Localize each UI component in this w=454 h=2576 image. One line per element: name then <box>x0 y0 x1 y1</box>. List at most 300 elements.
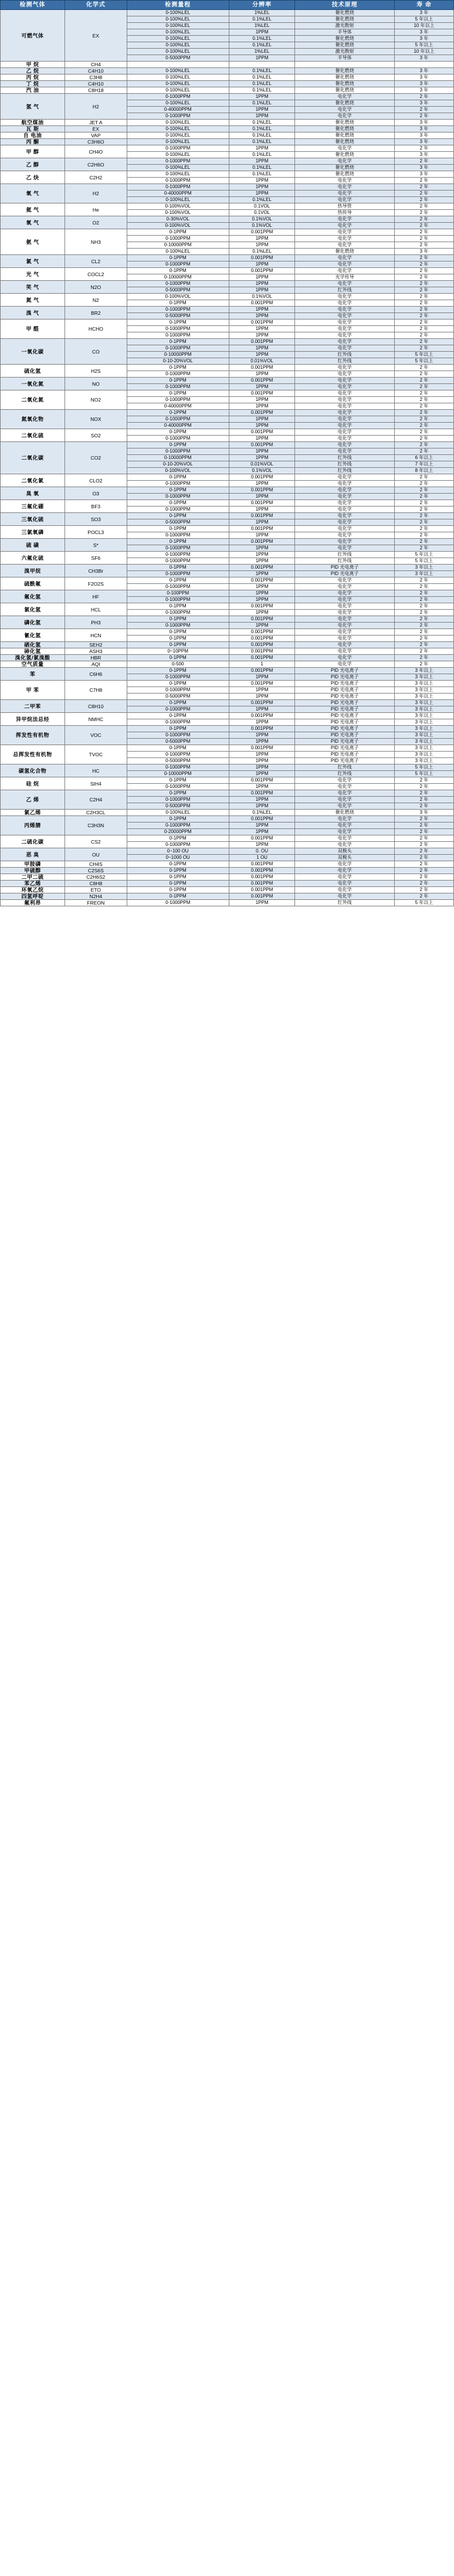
cell-chemical-formula: CH4O <box>65 145 127 158</box>
cell-gas-name: 挥发性有机物 <box>1 726 65 745</box>
cell-resolution: 1PPM <box>229 191 294 197</box>
cell-resolution: 1PPM <box>229 307 294 313</box>
cell-chemical-formula: H2S <box>65 365 127 378</box>
cell-life: 2 年 <box>395 874 454 881</box>
table-row <box>1 835 454 842</box>
cell-resolution: 1PPM <box>229 158 294 165</box>
table-row <box>1 145 454 152</box>
cell-chemical-formula: HCHO <box>65 320 127 339</box>
cell-chemical-formula: C2S6S <box>65 868 127 874</box>
cell-detection-range: 0-1000PPM <box>127 674 229 681</box>
cell-resolution: 1PPM <box>229 558 294 565</box>
cell-gas-name: 氯乙烯 <box>1 810 65 816</box>
cell-life: 2 年 <box>395 261 454 268</box>
cell-life: 5 年以上 <box>395 16 454 23</box>
cell-gas-name: 二氧化硫 <box>1 429 65 442</box>
cell-resolution: 0.1%LEL <box>229 68 294 74</box>
cell-resolution: 0.001PPM <box>229 390 294 397</box>
table-header-row <box>1 1 454 10</box>
cell-resolution: 1PPM <box>229 352 294 358</box>
cell-gas-name: 总挥发性有机物 <box>1 745 65 764</box>
cell-chemical-formula: JET A <box>65 120 127 126</box>
cell-resolution: 0.001PPM <box>229 378 294 384</box>
cell-resolution: 0.1%LEL <box>229 126 294 132</box>
cell-detection-range: 0-100%LEL <box>127 10 229 16</box>
cell-resolution: 0.001PPM <box>229 255 294 261</box>
cell-life: 2 年 <box>395 648 454 655</box>
cell-life: 2 年 <box>395 384 454 390</box>
cell-resolution: 1PPM <box>229 764 294 771</box>
cell-technology: 电化学 <box>295 197 395 203</box>
table-row <box>1 126 454 132</box>
cell-detection-range: 0-1PPM <box>127 635 229 642</box>
cell-detection-range: 0-1000PPM <box>127 623 229 629</box>
cell-life: 3 年以上 <box>395 732 454 739</box>
cell-chemical-formula: PH3 <box>65 616 127 629</box>
table-row <box>1 603 454 610</box>
gas-sensor-spec-table-page <box>0 0 454 906</box>
cell-life: 2 年 <box>395 481 454 487</box>
cell-life: 3 年以上 <box>395 674 454 681</box>
cell-detection-range: 0-1PPM <box>127 603 229 610</box>
cell-life: 2 年 <box>395 229 454 236</box>
cell-detection-range: 0-1PPM <box>127 616 229 623</box>
cell-life: 2 年 <box>395 848 454 855</box>
cell-life: 3 年以上 <box>395 668 454 674</box>
cell-technology: 红外线 <box>295 468 395 474</box>
cell-technology: 红外线 <box>295 287 395 294</box>
cell-resolution: 1PPM <box>229 384 294 390</box>
cell-life: 2 年 <box>395 803 454 810</box>
cell-chemical-formula: SF6 <box>65 552 127 565</box>
cell-resolution: 0.1%LEL <box>229 100 294 107</box>
cell-gas-name: 硒化氢 <box>1 642 65 648</box>
cell-resolution: 0.001PPM <box>229 887 294 893</box>
cell-technology: 电化学 <box>295 577 395 584</box>
table-row <box>1 255 454 261</box>
cell-detection-range: 0-1PPM <box>127 229 229 236</box>
cell-detection-range: 0-100%LEL <box>127 197 229 203</box>
cell-technology: 电化学 <box>295 494 395 500</box>
cell-detection-range: 0-1000PPM <box>127 384 229 390</box>
cell-detection-range: 0-1PPM <box>127 442 229 448</box>
cell-resolution: 0.001PPM <box>229 229 294 236</box>
cell-technology: 催化燃烧 <box>295 10 395 16</box>
cell-chemical-formula: SIH4 <box>65 777 127 790</box>
column-header-resolution: 分辨率 <box>229 1 294 10</box>
cell-chemical-formula: VAP <box>65 132 127 139</box>
table-row <box>1 139 454 145</box>
cell-detection-range: 0-1PPM <box>127 726 229 732</box>
cell-technology: 电化学 <box>295 842 395 848</box>
cell-resolution: 1PPM <box>229 732 294 739</box>
cell-detection-range: 0-5000PPM <box>127 55 229 62</box>
cell-chemical-formula: C2H4 <box>65 790 127 810</box>
table-row <box>1 881 454 887</box>
cell-detection-range: 0-1PPM <box>127 700 229 706</box>
table-row <box>1 378 454 384</box>
cell-technology: 电化学 <box>295 519 395 526</box>
cell-detection-range: 0-1PPM <box>127 874 229 881</box>
cell-resolution: 1PPM <box>229 694 294 700</box>
table-row <box>1 790 454 797</box>
cell-technology: 电化学 <box>295 642 395 648</box>
cell-technology: 电化学 <box>295 442 395 448</box>
cell-resolution: 1PPM <box>229 784 294 790</box>
cell-detection-range: 0-1000PPM <box>127 719 229 726</box>
cell-chemical-formula: CH4S <box>65 861 127 868</box>
cell-life: 5 年以上 <box>395 552 454 558</box>
cell-chemical-formula: EX <box>65 10 127 62</box>
cell-resolution: 1PPM <box>229 842 294 848</box>
cell-detection-range: 0-100%LEL <box>127 120 229 126</box>
cell-detection-range: 0-100%VOL <box>127 210 229 216</box>
cell-resolution: 1PPM <box>229 610 294 616</box>
cell-chemical-formula: C8H10 <box>65 700 127 713</box>
cell-gas-name: 氯 气 <box>1 255 65 268</box>
cell-life: 2 年 <box>395 371 454 378</box>
cell-life: 2 年 <box>395 307 454 313</box>
table-row <box>1 655 454 661</box>
cell-detection-range: 0-1PPM <box>127 526 229 532</box>
table-row <box>1 648 454 655</box>
cell-resolution: 1%LEL <box>229 10 294 16</box>
cell-technology: 红外线 <box>295 352 395 358</box>
cell-resolution: 1PPM <box>229 455 294 461</box>
cell-detection-range: 0-100PPM <box>127 590 229 597</box>
cell-resolution: 0.001PPM <box>229 410 294 416</box>
cell-detection-range: 0-1PPM <box>127 565 229 571</box>
cell-chemical-formula: TVOC <box>65 745 127 764</box>
cell-chemical-formula: CO2 <box>65 442 127 474</box>
cell-detection-range: 0-100%LEL <box>127 49 229 55</box>
cell-chemical-formula: C3H6O <box>65 139 127 145</box>
cell-technology: 电化学 <box>295 229 395 236</box>
cell-life: 3 年 <box>395 55 454 62</box>
cell-technology: 电化学 <box>295 178 395 184</box>
cell-detection-range: 0-1000PPM <box>127 706 229 713</box>
cell-chemical-formula: OU <box>65 848 127 861</box>
cell-detection-range: 0-1000PPM <box>127 184 229 191</box>
cell-technology: 电化学 <box>295 416 395 423</box>
cell-gas-name: 乙 烯 <box>1 790 65 810</box>
cell-detection-range: 0-100%VOL <box>127 203 229 210</box>
table-row <box>1 848 454 855</box>
cell-technology: 电化学 <box>295 255 395 261</box>
cell-life: 3 年 <box>395 139 454 145</box>
cell-chemical-formula: BF3 <box>65 500 127 513</box>
cell-technology: 红外线 <box>295 455 395 461</box>
table-row <box>1 642 454 648</box>
cell-detection-range: 0-1000PPM <box>127 145 229 152</box>
cell-detection-range: 0-100%LEL <box>127 152 229 158</box>
column-header-technology: 技术原理 <box>295 1 395 10</box>
cell-detection-range: 0-1PPM <box>127 713 229 719</box>
cell-technology: PID 光电离子 <box>295 726 395 732</box>
cell-resolution: 0.1%LEL <box>229 36 294 42</box>
cell-technology: 电化学 <box>295 823 395 829</box>
cell-life: 2 年 <box>395 545 454 552</box>
cell-technology: 电化学 <box>295 384 395 390</box>
table-row <box>1 816 454 823</box>
cell-technology: 电化学 <box>295 448 395 455</box>
cell-chemical-formula: HC <box>65 764 127 777</box>
cell-technology: 电化学 <box>295 326 395 332</box>
cell-resolution: 1PPM <box>229 332 294 339</box>
cell-technology: 红外线 <box>295 764 395 771</box>
cell-technology: 催化燃烧 <box>295 68 395 74</box>
cell-detection-range: 0-1000PPM <box>127 326 229 332</box>
cell-resolution: 0.001PPM <box>229 487 294 494</box>
cell-detection-range: 0-40000PPM <box>127 107 229 113</box>
cell-life: 5 年以上 <box>395 771 454 777</box>
cell-resolution: 1PPM <box>229 900 294 906</box>
cell-life: 3 年 <box>395 29 454 36</box>
cell-technology: 电化学 <box>295 597 395 603</box>
cell-life: 2 年 <box>395 784 454 790</box>
cell-resolution: 1PPM <box>229 481 294 487</box>
cell-life: 2 年 <box>395 365 454 371</box>
cell-resolution: 1PPM <box>229 797 294 803</box>
cell-resolution: 1PPM <box>229 242 294 249</box>
cell-chemical-formula: C2H3CL <box>65 810 127 816</box>
cell-resolution: 0.01%VOL <box>229 461 294 468</box>
cell-gas-name: 硫化氢 <box>1 365 65 378</box>
cell-life: 2 年 <box>395 610 454 616</box>
cell-chemical-formula: COCL2 <box>65 268 127 281</box>
cell-technology: PID 光电离子 <box>295 706 395 713</box>
cell-resolution: 0.1%LEL <box>229 87 294 94</box>
cell-gas-name: 溴化氢/氯溴酸 <box>1 655 65 661</box>
cell-resolution: 0.001PPM <box>229 681 294 687</box>
cell-chemical-formula: CH4 <box>65 62 127 68</box>
cell-technology: PID 光电离子 <box>295 719 395 726</box>
cell-life: 3 年以上 <box>395 694 454 700</box>
cell-detection-range: 0-5000PPM <box>127 758 229 764</box>
table-row <box>1 410 454 416</box>
cell-detection-range: 0-1000PPM <box>127 397 229 403</box>
cell-detection-range: 0-1000PPM <box>127 558 229 565</box>
cell-technology: 电化学 <box>295 313 395 320</box>
cell-life: 2 年 <box>395 94 454 100</box>
cell-technology: 电化学 <box>295 868 395 874</box>
cell-detection-range: 0-1PPM <box>127 790 229 797</box>
cell-technology: 电化学 <box>295 874 395 881</box>
cell-life: 2 年 <box>395 629 454 635</box>
cell-life: 2 年 <box>395 236 454 242</box>
cell-chemical-formula: O3 <box>65 487 127 500</box>
cell-resolution: 0.001PPM <box>229 526 294 532</box>
cell-resolution: 1PPM <box>229 29 294 36</box>
cell-gas-name: 氮氧化物 <box>1 410 65 429</box>
cell-gas-name: 氧 气 <box>1 216 65 229</box>
cell-life: 2 年 <box>395 178 454 184</box>
cell-technology: 电化学 <box>295 268 395 274</box>
cell-gas-name: 丙烯腈 <box>1 816 65 835</box>
cell-life: 2 年 <box>395 777 454 784</box>
cell-detection-range: 0-1000PPM <box>127 113 229 120</box>
cell-resolution: 0.001PPM <box>229 655 294 661</box>
cell-resolution: 1PPM <box>229 403 294 410</box>
cell-technology: 电化学 <box>295 158 395 165</box>
cell-detection-range: 0-1000PPM <box>127 545 229 552</box>
cell-chemical-formula: NMHC <box>65 713 127 726</box>
cell-chemical-formula: He <box>65 203 127 216</box>
cell-life: 2 年 <box>395 842 454 848</box>
cell-gas-name: 甲 醛 <box>1 320 65 339</box>
cell-technology: PID 光电离子 <box>295 745 395 752</box>
cell-gas-name: 四氢呼啶 <box>1 893 65 900</box>
cell-technology: 电化学 <box>295 648 395 655</box>
cell-resolution: 0.001PPM <box>229 874 294 881</box>
cell-detection-range: 0-1PPM <box>127 410 229 416</box>
cell-detection-range: 0-100%LEL <box>127 810 229 816</box>
cell-gas-name: 二氧化碳 <box>1 442 65 474</box>
cell-detection-range: 0-5000PPM <box>127 803 229 810</box>
table-row <box>1 777 454 784</box>
cell-detection-range: 0-1PPM <box>127 668 229 674</box>
cell-technology: 电化学 <box>295 216 395 223</box>
cell-resolution: 1%LEL <box>229 23 294 29</box>
cell-resolution: 1PPM <box>229 145 294 152</box>
cell-resolution: 0.001PPM <box>229 668 294 674</box>
cell-life: 2 年 <box>395 816 454 823</box>
table-row <box>1 616 454 623</box>
cell-resolution: 1PPM <box>229 94 294 100</box>
cell-gas-name: 异甲烷法总烃 <box>1 713 65 726</box>
cell-life: 3 年以上 <box>395 706 454 713</box>
cell-resolution: 0.1VOL <box>229 203 294 210</box>
cell-resolution: 1PPM <box>229 371 294 378</box>
cell-gas-name: 三氯氧磷 <box>1 526 65 539</box>
cell-detection-range: 0-1PPM <box>127 835 229 842</box>
cell-chemical-formula: C4H10 <box>65 68 127 74</box>
cell-life: 2 年 <box>395 474 454 481</box>
cell-resolution: 0.1%LEL <box>229 120 294 126</box>
cell-resolution: 0.001PPM <box>229 868 294 874</box>
cell-chemical-formula: C7H8 <box>65 681 127 700</box>
cell-detection-range: 0-100%LEL <box>127 16 229 23</box>
cell-resolution: 1PPM <box>229 436 294 442</box>
cell-chemical-formula: C3H3N <box>65 816 127 835</box>
cell-technology: 电化学 <box>295 474 395 481</box>
cell-technology: 电化学 <box>295 107 395 113</box>
column-header-formula: 化学式 <box>65 1 127 10</box>
cell-resolution: 0.1%LEL <box>229 16 294 23</box>
cell-technology: 电化学 <box>295 829 395 835</box>
cell-gas-name: 二氧化氯 <box>1 474 65 487</box>
cell-gas-name: 笑 气 <box>1 281 65 294</box>
table-row <box>1 184 454 191</box>
cell-chemical-formula: FREON <box>65 900 127 906</box>
cell-life: 2 年 <box>395 436 454 442</box>
cell-technology: 电化学 <box>295 526 395 532</box>
cell-detection-range: 0-1PPM <box>127 577 229 584</box>
cell-technology: 热导管 <box>295 203 395 210</box>
cell-chemical-formula: HCN <box>65 629 127 642</box>
cell-life: 2 年 <box>395 191 454 197</box>
cell-life: 2 年 <box>395 442 454 448</box>
cell-detection-range: 0-1PPM <box>127 642 229 648</box>
cell-life: 3 年 <box>395 120 454 126</box>
cell-gas-name: 氮 气 <box>1 294 65 307</box>
cell-technology: PID 光电离子 <box>295 713 395 719</box>
cell-detection-range: 0-100%LEL <box>127 139 229 145</box>
table-row <box>1 429 454 436</box>
cell-life: 2 年 <box>395 410 454 416</box>
cell-resolution: 0.001PPM <box>229 635 294 642</box>
cell-resolution: 1PPM <box>229 184 294 191</box>
cell-gas-name: 三氧化硫 <box>1 513 65 526</box>
table-row <box>1 158 454 165</box>
cell-detection-range: 0-1000PPM <box>127 94 229 100</box>
cell-detection-range: 0-1PPM <box>127 881 229 887</box>
table-row <box>1 442 454 448</box>
cell-detection-range: 0-1PPM <box>127 429 229 436</box>
cell-detection-range: 0-100%VOL <box>127 223 229 229</box>
cell-resolution: 1PPM <box>229 532 294 539</box>
cell-resolution: 1PPM <box>229 507 294 513</box>
cell-detection-range: 0-100%LEL <box>127 100 229 107</box>
table-row <box>1 216 454 223</box>
cell-technology: 电化学 <box>295 307 395 313</box>
cell-detection-range: 0-20000PPM <box>127 829 229 835</box>
cell-resolution: 1PPM <box>229 706 294 713</box>
cell-resolution: 0.1%VOL <box>229 216 294 223</box>
cell-life: 3 年以上 <box>395 758 454 764</box>
cell-resolution: 1PPM <box>229 326 294 332</box>
cell-chemical-formula: C2H2 <box>65 171 127 184</box>
cell-life: 2 年 <box>395 500 454 507</box>
cell-technology: 电化学 <box>295 623 395 629</box>
cell-technology: 电化学 <box>295 887 395 893</box>
cell-resolution: 0.001PPM <box>229 790 294 797</box>
cell-life: 2 年 <box>395 332 454 339</box>
cell-technology: 电化学 <box>295 616 395 623</box>
cell-detection-range: 0-10000PPM <box>127 771 229 777</box>
table-row <box>1 661 454 668</box>
cell-detection-range: 0-10000PPM <box>127 242 229 249</box>
cell-detection-range: 0-5000PPM <box>127 519 229 526</box>
cell-technology: 电化学 <box>295 816 395 823</box>
cell-technology: 电化学 <box>295 184 395 191</box>
cell-technology: 催化燃烧 <box>295 87 395 94</box>
cell-detection-range: 0~1000 OU <box>127 855 229 861</box>
cell-detection-range: 0-1000PPM <box>127 752 229 758</box>
table-row <box>1 713 454 719</box>
cell-life: 2 年 <box>395 184 454 191</box>
cell-resolution: 0.001PPM <box>229 616 294 623</box>
table-row <box>1 120 454 126</box>
cell-resolution: 0.1%LEL <box>229 152 294 158</box>
cell-detection-range: 0-1PPM <box>127 816 229 823</box>
cell-detection-range: 0-100%LEL <box>127 74 229 81</box>
cell-gas-name: 苯乙烯 <box>1 881 65 887</box>
cell-life: 2 年 <box>395 513 454 519</box>
cell-life: 2 年 <box>395 390 454 397</box>
cell-chemical-formula: CL2 <box>65 255 127 268</box>
cell-life: 2 年 <box>395 790 454 797</box>
cell-life: 2 年 <box>395 223 454 229</box>
cell-life: 3 年 <box>395 10 454 16</box>
table-row <box>1 281 454 287</box>
cell-technology: 光学传导 <box>295 274 395 281</box>
cell-detection-range: 0-1000PPM <box>127 784 229 790</box>
cell-gas-name: 瓦 斯 <box>1 126 65 132</box>
cell-technology: 电化学 <box>295 281 395 287</box>
cell-resolution: 1PPM <box>229 274 294 281</box>
cell-life: 3 年 <box>395 152 454 158</box>
